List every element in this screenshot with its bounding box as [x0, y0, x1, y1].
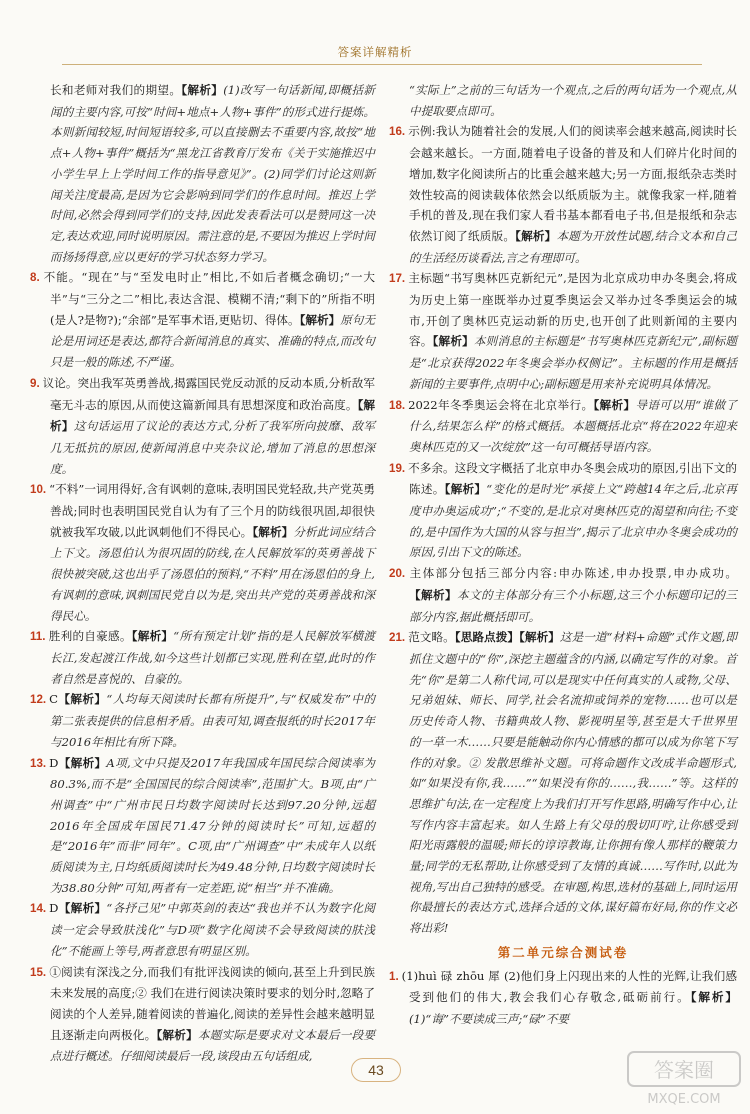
answer-item [30, 80, 375, 267]
answer-number: 10. [30, 483, 47, 497]
analysis-text: 导语可以用“谁做了什么,结果怎么样”的格式概括。本题概括北京“将在2022年迎来奥林匹克的又一次绽放”这一句可概括导语内容。 [409, 397, 737, 454]
svg-text:MXQE.COM: MXQE.COM [647, 1092, 721, 1107]
analysis-label: 【解析】 [432, 335, 474, 349]
answer-text: 示例:我认为随着社会的发展,人们的阅读率会越来越高,阅读时长会越来越长。一方面,随着电子设备的普及和人们碎片化时间的增加,数字化阅读所占的比重会越来越大;另一方面,报纸杂志类时效性较高的阅读载体依然会以纸质版为主。就像我家一样,随着手机的普及,现在我们家人看书基本都看电子书,但是报纸和杂志依然订阅了纸质版。 [408, 124, 737, 243]
answer-number: 1. [389, 969, 399, 983]
answer-item [389, 627, 737, 939]
analysis-label: 【解析】 [593, 398, 636, 412]
analysis-label: 【解析】 [299, 313, 341, 327]
analysis-text: “变化的是时光”承接上文“跨越14年之后,北京再度申办奥运成功”;“不变的,是北京对奥林匹克的渴望和向往;不变的,是中国作为大国的从容与担当”,揭示了北京申办冬奥会成功的原因,引出下文的陈述。 [409, 482, 737, 560]
svg-text:答案圈: 答案圈 [654, 1058, 714, 1082]
analysis-text: “所有预定计划”指的是人民解放军横渡长江,发起渡江作战,如今这些计划都已实现,胜利在望,此时的作者自然是喜悦的、自豪的。 [50, 629, 375, 686]
answer-number: 9. [30, 376, 40, 390]
answer-item [389, 966, 737, 1030]
answer-item [30, 898, 375, 961]
analysis-label: 【解析】 [58, 902, 107, 916]
answer-number: 14. [30, 902, 47, 916]
analysis-label: 【解析】 [519, 631, 560, 645]
answer-item [30, 689, 375, 752]
analysis-text: “人均每天阅读时长都有所提升”,与“权威发布”中的第二张表提供的信息相矛盾。由表可知,调查报纸的时长2017年与2016年相比有所下降。 [50, 692, 375, 749]
answer-text: 2022年冬季奥运会将在北京举行。 [408, 397, 594, 412]
answer-item [30, 373, 375, 480]
answer-text: 不能。“现在”与“至发电时止”相比,不如后者概念确切;“一大半”与“三分之二”相比,表达含混、模糊不清;“剩下的”所指不明(是人?是物?);“余部”是军事术语,更贴切、得体。 [42, 270, 375, 327]
answer-item [389, 268, 737, 394]
analysis-text: 本题实际是要求对文本最后一段要点进行概述。仔细阅读最后一段,该段由五句话组成, [50, 1027, 375, 1064]
answer-item [389, 80, 737, 121]
answer-text: 长和老师对我们的期望。 [50, 83, 182, 97]
analysis-label: 【解析】 [515, 229, 557, 243]
right-column [389, 80, 737, 1030]
answer-item [389, 395, 737, 458]
answer-number: 18. [389, 398, 406, 412]
analysis-text: “各抒己见”中郭英剑的表达“我也并不认为数字化阅读一定会导致肤浅化”与D项“数字化阅读不会导致阅读的肤浅化”不能画上等号,两者意思有明显区别。 [50, 901, 375, 958]
watermark-logo [624, 1046, 744, 1110]
analysis-label: 【解析】 [444, 483, 487, 497]
answer-number: 16. [389, 125, 406, 139]
analysis-text: 这是一道“材料+命题”式作文题,即抓住文题中的“你”,深挖主题蕴含的内涵,以确定写作的对象。首先“你”是第二人称代词,可以是现实中任何真实的人或物,父母、兄弟姐妹、师长、同学,社会名流抑或饲养的宠物……也可以是历史传奇人物、书籍典故人物、影视明星等,甚至是大千世界里的一草一木……只要是能触动你内心情感的都可以成为你笔下写作的对象。② 发散思维补文题。可将命题作文改成半命题形式,如“如果没有你,我……”“如果没有你的……,我……”等。这样的思维扩句法,在一定程度上为我们打开写作思路,明确写作中心,让写作内容丰富起来。如人生路上有父母的殷切叮咛,让你感受到阳光雨露般的温暖;师长的谆谆教诲,让你拥有像人那样的鞭策力量;同学的无私帮助,让你感受到了友情的真诚……写作时,以此为视角,写出自己独特的感受。在审题,构思,选材的基础上,同时运用你最擅长的表达方式,选择合适的文体,谋好篇布好局,你的作文必将出彩! [409, 630, 737, 936]
analysis-text: (1)改写一句话新闻,即概括新闻的主要内容,可按“时间+地点+人物+事件”的形式进行提炼。本则新闻较短,时间短语较多,可以直接删去不重要内容,故按“地点+人物+事件”概括为“黑龙江省教育厅发布《关于实施推迟中小学生早上上学时间工作的指导意见》”。(2)同学们讨论这则新闻关注度最高,是因为它会影响到同学们的作息时间。推迟上学时间,必然会得到同学们的支持,因此发表看法可以是赞同这一决定,表达欢迎,同时说明原因。需注意的是,不要因为推迟上学时间而扬扬得意,应以更好的学习状态努力学习。 [50, 83, 375, 264]
analysis-label: 【解析】 [156, 1028, 198, 1042]
analysis-label: 【解析】 [252, 525, 294, 539]
analysis-text: 本文的主体部分有三个小标题,这三个小标题印记的三部分内容,据此概括即可。 [409, 587, 737, 624]
analysis-label: 【解析】 [131, 630, 174, 644]
answer-item [30, 753, 375, 899]
analysis-label: 【解析】 [690, 991, 737, 1005]
analysis-label: 【解析】 [409, 588, 458, 602]
answer-text: D [49, 755, 59, 770]
answer-text: 胜利的自豪感。 [48, 629, 132, 644]
answer-number: 17. [389, 272, 406, 286]
analysis-text: (1)“诲”不要读成三声;“碌”不要 [409, 1011, 569, 1026]
answer-number: 20. [389, 567, 406, 581]
analysis-text: 这句话运用了议论的表达方式,分析了我军所向披靡、敌军几无抵抗的原因,使新闻消息中夹杂议论,增加了消息的思想深度。 [50, 419, 375, 476]
analysis-text: 原句无论是用词还是表达,都符合新闻消息的真实、准确的特点,而改句只是一般的陈述,不严谨。 [50, 312, 375, 370]
answer-text: D [49, 901, 59, 916]
analysis-label: 【解析】 [181, 84, 224, 97]
left-column [30, 80, 375, 1067]
analysis-label: 【解析】 [58, 693, 107, 707]
analysis-label: 【解析】 [58, 756, 107, 770]
page-number: 43 [351, 1058, 401, 1082]
answer-item [30, 962, 375, 1068]
answer-text: 不多余。这段文字概括了北京申办冬奥会成功的原因,引出下文的陈述。 [408, 460, 737, 497]
analysis-text: 本则消息的主标题是“书写奥林匹克新纪元”,副标题是“北京获得2022年冬奥会举办权侧记”。主标题的作用是概括新闻的主要事件,点明中心;副标题是用来补充说明具体情况。 [409, 334, 737, 391]
answer-text: 议论。突出我军英勇善战,揭露国民党反动派的反动本质,分析敌军毫无斗志的原因,从而使这篇新闻具有思想深度和政治高度。 [42, 375, 375, 412]
answer-item [389, 121, 737, 268]
tip-label: 【思路点拨】 [454, 631, 520, 645]
answer-text: 主标题“书写奥林匹克新纪元”,是因为北京成功申办冬奥会,将成为历史上第一座既举办过夏季奥运会又举办过冬季奥运会的城市,开创了奥林匹克运动新的历史,也开创了此则新闻的主要内容。 [408, 271, 737, 349]
answer-number: 21. [389, 631, 406, 645]
running-header: 答案详解精析 [337, 45, 413, 59]
analysis-text: A项,文中只提及2017年我国成年国民综合阅读率为80.3%,而不是“全国国民的综合阅读率”,范围扩大。B项,由“广州调查”中“广州市民日均数字阅读时长达到97.20分钟,远超2016年全国成年国民71.47分钟的阅读时长”可知,远超的是“2016年”而非“同年”。C项,由“广州调查”中“未成年人以纸质阅读为主,日均纸质阅读时长为49.48分钟,日均数字阅读时长为38.80分钟”可知,两者有一定差距,说“相当”并不准确。 [50, 755, 375, 895]
answer-text: “不料”一词用得好,含有讽刺的意味,表明国民党轻敌,共产党英勇善战;同时也表明国民党自认为有了三个月的防线很巩固,却很快就被我军攻破,以此讽刺他们不得民心。 [49, 482, 375, 539]
answer-item [30, 267, 375, 373]
answer-number: 11. [30, 630, 46, 644]
answer-item [389, 458, 737, 564]
answer-number: 8. [30, 271, 40, 285]
answer-text: ①阅读有深浅之分,而我们有批评浅阅读的倾向,甚至上升到民族未来发展的高度;② 我们在进行阅读决策时要求的划分时,忽略了阅读的个人差异,随着阅读的普遍化,阅读的差异性会越来越明显且逐渐走向两极化。 [49, 964, 375, 1042]
answer-item [389, 563, 737, 627]
answer-item [30, 626, 375, 689]
answer-item [30, 479, 375, 626]
analysis-label: 【解析】 [50, 398, 376, 434]
answer-text: 主体部分包括三部分内容:申办陈述,申办投票,申办成功。 [408, 566, 737, 581]
analysis-text: 分析此词应结合上下文。汤恩伯认为很巩固的防线,在人民解放军的英勇善战下很快被突破,这也出乎了汤恩伯的预料,“不料”用在汤恩伯的身上,有讽刺的意味,讽刺国民党自以为是,突出共产党的英勇善战和深得民心。 [50, 524, 375, 623]
answer-text: C [49, 692, 58, 707]
analysis-text: 本题为开放性试题,结合文本和自己的生活经历谈看法,言之有理即可。 [409, 228, 737, 265]
answer-text: (1)huì 碌 zhōu 犀 (2)他们身上闪现出来的人性的光辉,让我们感受到他们的伟大,教会我们心存敬念,砥砺前行。 [401, 968, 737, 1005]
answer-number: 12. [30, 693, 47, 707]
answer-number: 13. [30, 756, 47, 770]
answer-number: 19. [389, 461, 406, 475]
answer-number: 15. [30, 965, 47, 979]
answer-text: 范文略。 [408, 630, 455, 645]
analysis-text: “实际上”之前的三句话为一个观点,之后的两句话为一个观点,从中提取要点即可。 [409, 83, 737, 118]
header-rule [62, 64, 702, 65]
section-title: 第二单元综合测试卷 [497, 945, 629, 960]
